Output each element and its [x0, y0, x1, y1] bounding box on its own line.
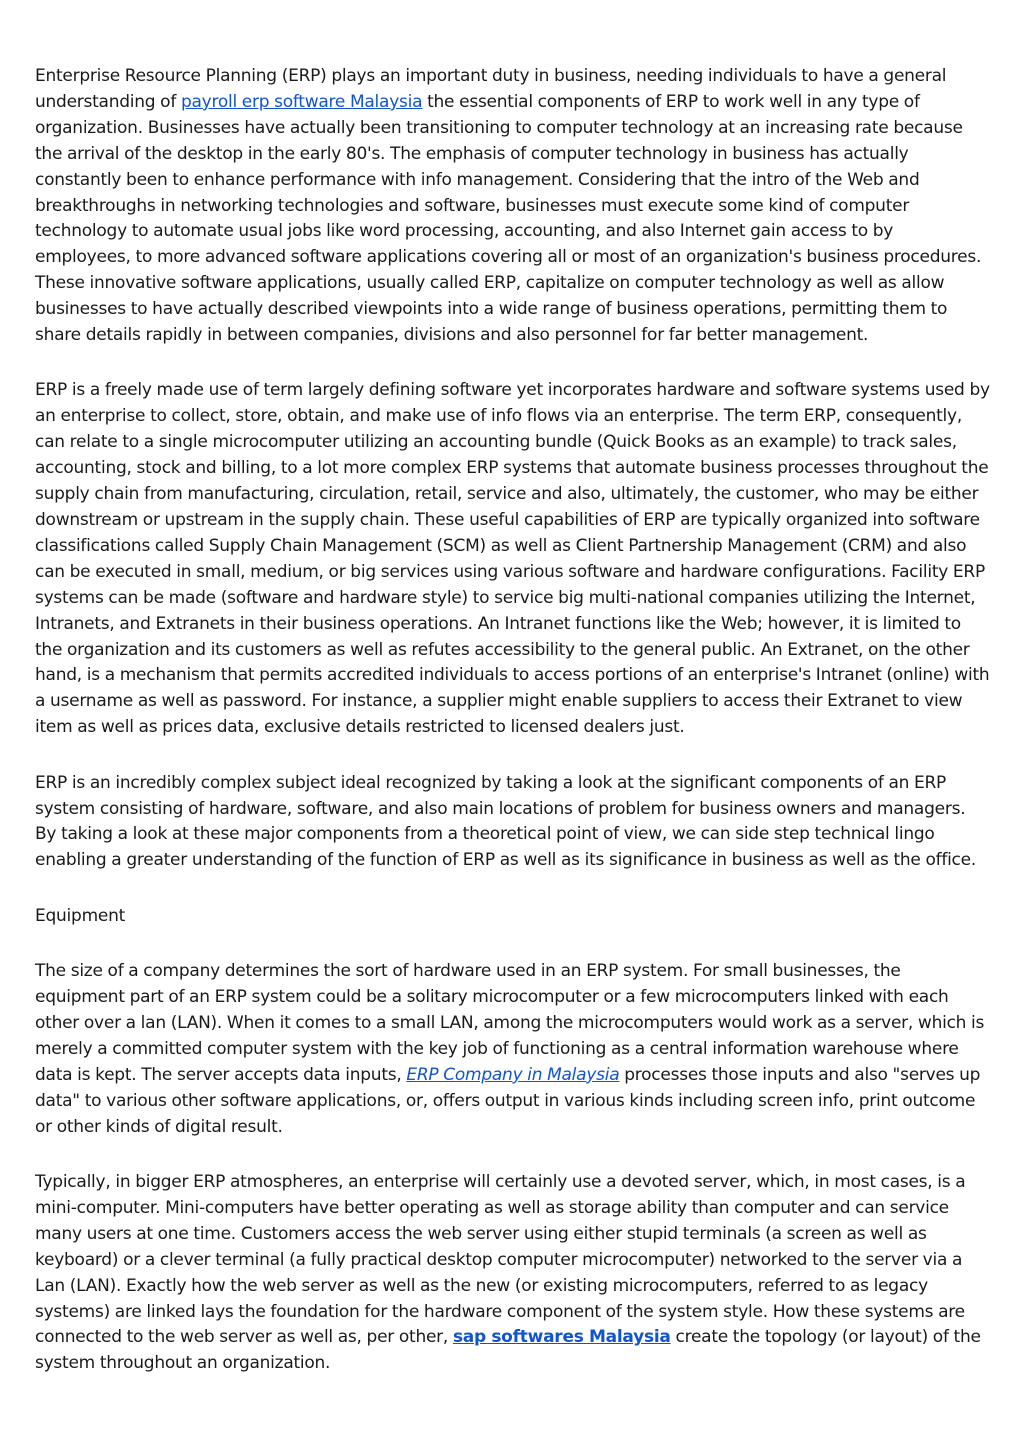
paragraph-text: Typically, in bigger ERP atmospheres, an enterprise will certainly use a devoted server, which, in most cases, is a mini-computer. Mini-computers have better operating as well as storage ability than computer and can service many users at one time. Customers access the web server using either stupid terminals (a screen as well as keyboard) or a clever terminal (a fully practical desktop computer microcomputer) networked to the server via a Lan (LAN). Exactly how the web server as well as the new (or existing microcomputers, referred to as legacy systems) are linked lays the foundation for the hardware component of the system style. How these systems are connected to the web server as well as, per other, — [35, 1172, 966, 1348]
payroll-erp-link[interactable]: payroll erp software Malaysia — [180, 91, 423, 112]
paragraph-text: Enterprise Resource Planning (ERP) plays an important duty in business, needing individuals to have a general understanding of — [35, 66, 947, 112]
paragraph-company-size — [35, 959, 990, 1140]
paragraph-text: processes those inputs and also "serves up data" to various other software applications, or, offers output in various kinds including screen info, print outcome or other kinds of digital result. — [35, 1064, 981, 1137]
paragraph-bigger-erp — [35, 1170, 990, 1377]
sap-softwares-link[interactable]: sap softwares Malaysia — [452, 1327, 671, 1348]
paragraph-text: the essential components of ERP to work well in any type of organization. Businesses have actually been transitioning to computer technology at an increasing rate because the arrival of the desktop in the early 80's. The emphasis of computer technology in business has actually constantly been to enhance performance with info management. Considering that the intro of the Web and breakthroughs in networking technologies and software, businesses must execute some kind of computer technology to automate usual jobs like word processing, accounting, and also Internet gain access to by employees, to more advanced software applications covering all or most of an organization's business procedures. These innovative software applications, usually called ERP, capitalize on computer technology as well as allow businesses to have actually described viewpoints into a wide range of business operations, permitting them to share details rapidly in between companies, divisions and also personnel for far better management. — [35, 91, 982, 346]
erp-company-link[interactable]: ERP Company in Malaysia — [406, 1064, 620, 1085]
paragraph-text: The size of a company determines the sort of hardware used in an ERP system. For small businesses, the equipment part of an ERP system could be a solitary microcomputer or a few microcomputers linked with each other over a lan (LAN). When it comes to a small LAN, among the microcomputers would work as a server, which is merely a committed computer system with the key job of functioning as a central information warehouse where data is kept. The server accepts data inputs, — [35, 961, 985, 1085]
paragraph-erp-complexity: ERP is an incredibly complex subject ideal recognized by taking a look at the significant components of an ERP system consisting of hardware, software, and also main locations of problem for business owners and managers. By taking a look at these major components from a theoretical point of view, we can side step technical lingo enabling a greater understanding of the function of ERP as well as its significance in business as well as the office. — [35, 772, 977, 871]
paragraph-erp-definition: ERP is a freely made use of term largely defining software yet incorporates hardware and software systems used by an enterprise to collect, store, obtain, and make use of info flows via an enterprise. The term ERP, consequently, can relate to a single microcomputer utilizing an accounting bundle (Quick Books as an example) to track sales, accounting, stock and billing, to a lot more complex ERP systems that automate business processes throughout the supply chain from manufacturing, circulation, retail, service and also, ultimately, the customer, who may be either downstream or upstream in the supply chain. These useful capabilities of ERP are typically organized into software classifications called Supply Chain Management (SCM) as well as Client Partnership Management (CRM) and also can be executed in small, medium, or big services using various software and hardware configurations. Facility ERP systems can be made (software and hardware style) to service big multi-national companies utilizing the Internet, Intranets, and Extranets in their business operations. An Intranet functions like the Web; however, it is limited to the organization and its customers as well as refutes accessibility to the general public. An Extranet, on the other hand, is a mechanism that permits accredited individuals to access portions of an enterprise's Intranet (online) with a username as well as password. For instance, a supplier might enable suppliers to access their Extranet to view item as well as prices data, exclusive details restricted to licensed dealers just. — [35, 380, 990, 738]
section-heading-equipment: Equipment — [35, 905, 126, 926]
paragraph-text: create the topology (or layout) of the system throughout an organization. — [35, 1327, 981, 1374]
paragraph-intro — [35, 64, 990, 349]
